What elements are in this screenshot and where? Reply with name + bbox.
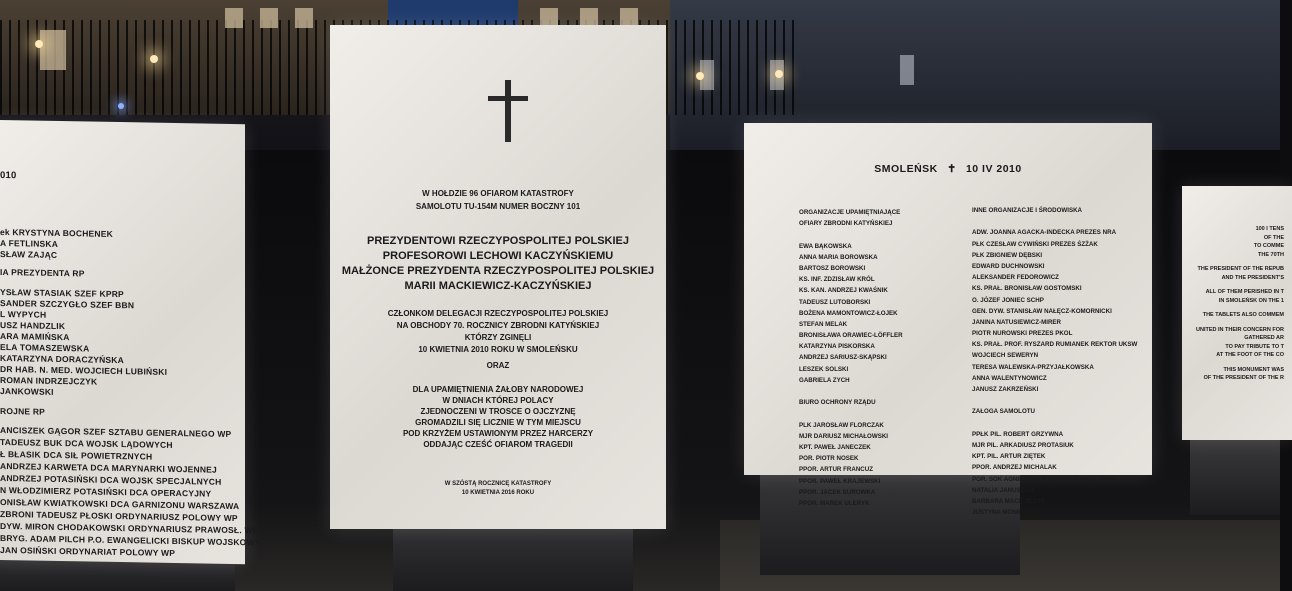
name-line: KS. INF. ZDZISŁAW KRÓL xyxy=(799,276,875,284)
header-place: SMOLEŃSK xyxy=(874,163,938,175)
name-line: PPOR. PAWEŁ KRAJEWSKI xyxy=(799,477,881,485)
name-line: ADW. JOANNA AGACKA-INDECKA PREZES NRA xyxy=(972,229,1117,237)
name-line: ANDRZEJ SARIUSZ-SKĄPSKI xyxy=(799,354,887,362)
window xyxy=(295,8,313,28)
name-line: PPOR. JACEK SUROWKA xyxy=(799,488,876,496)
dedication-line: MAŁŻONCE PREZYDENTA RZECZYPOSPOLITEJ POLSKIEJ xyxy=(341,265,655,277)
name-line: EWA BĄKOWSKA xyxy=(799,242,852,250)
plaque-left-line: TADEUSZ BUK DCA WOJSK LĄDOWYCH xyxy=(0,436,173,450)
name-line: ORGANIZACJE UPAMIĘTNIAJĄCE xyxy=(799,209,901,216)
name-line: KS. PRAŁ. PROF. RYSZARD RUMIANEK REKTOR UKSW xyxy=(972,341,1138,349)
english-line: THE TABLETS ALSO COMMEM xyxy=(1202,312,1284,318)
name-line: PPOR. ARTUR FRANCUZ xyxy=(799,466,874,474)
plaque-left-line: JANKOWSKI xyxy=(0,385,54,397)
name-line: ZAŁOGA SAMOLOTU xyxy=(972,408,1036,416)
name-line: STEFAN MELAK xyxy=(799,320,848,328)
plaque-left-line: SANDER SZCZYGŁO SZEF BBN xyxy=(0,297,135,311)
plinth xyxy=(1190,435,1280,515)
cross-icon: ✝ xyxy=(947,163,957,175)
plaque-right xyxy=(744,123,1152,517)
name-line: PŁK CZESŁAW CYWIŃSKI PREZES ŚZŻAK xyxy=(972,240,1098,248)
mourning-line: DLA UPAMIĘTNIENIA ŻAŁOBY NARODOWEJ xyxy=(412,385,584,394)
delegation-line: ORAZ xyxy=(486,361,510,370)
plaque-left-line: BRYG. ADAM PILCH P.O. EWANGELICKI BISKUP WOJSKOWY xyxy=(0,532,261,548)
mourning-line: POD KRZYŻEM USTAWIONYM PRZEZ HARCERZY xyxy=(402,429,594,438)
english-line: ALL OF THEM PERISHED IN T xyxy=(1205,289,1284,295)
name-line: O. JÓZEF JONIEC SCHP xyxy=(972,296,1044,304)
name-line: KS. PRAŁ. BRONISŁAW GOSTOMSKI xyxy=(972,285,1082,293)
plaque-left-line: ELA TOMASZEWSKA xyxy=(0,341,90,354)
name-line: MJR PIL. ARKADIUSZ PROTASIUK xyxy=(972,441,1074,449)
dedication-line: PREZYDENTOWI RZECZYPOSPOLITEJ POLSKIEJ xyxy=(366,235,629,247)
name-line: PLK JAROSŁAW FLORCZAK xyxy=(799,421,884,429)
plaque-left-line: IA PREZYDENTA RP xyxy=(0,266,85,279)
name-line: KPT. PIL. ARTUR ZIĘTEK xyxy=(972,453,1046,461)
car-light xyxy=(118,103,124,109)
name-line xyxy=(972,395,1137,406)
name-line: INNE ORGANIZACJE I ŚRODOWISKA xyxy=(972,207,1083,214)
name-line: GEN. DYW. STANISŁAW NAŁĘCZ-KOMORNICKI xyxy=(972,307,1112,315)
plaque-right-header xyxy=(744,163,1152,175)
plaque-left-line: ANCISZEK GĄGOR SZEF SZTABU GENERALNEGO WP xyxy=(0,424,232,439)
plaque-left-line: ZBRONI TADEUSZ PŁOSKI ORDYNARIUSZ POLOWY WP xyxy=(0,508,238,524)
name-line: BARTOSZ BOROWSKI xyxy=(799,264,866,272)
street-lamp xyxy=(150,55,158,63)
plaque-left-line: 010 xyxy=(0,169,17,182)
english-line: THE 70TH xyxy=(1258,251,1284,258)
name-line: GABRIELA ZYCH xyxy=(799,376,850,384)
mourning-line: ODDAJĄC CZEŚĆ OFIAROM TRAGEDII xyxy=(423,440,573,449)
name-line: ALEKSANDER FEDOROWICZ xyxy=(972,274,1059,282)
name-line: EDWARD DUCHNOWSKI xyxy=(972,262,1045,270)
name-line: PPOR. ANDRZEJ MICHALAK xyxy=(972,464,1057,472)
name-line: WOJCIECH SEWERYN xyxy=(972,352,1039,360)
name-line: ANNA WALENTYNOWICZ xyxy=(972,374,1047,382)
delegation-line: KTÓRZY ZGINĘLI xyxy=(464,333,532,342)
name-line: POR. PIOTR NOSEK xyxy=(799,455,859,463)
header-date: 10 IV 2010 xyxy=(965,163,1022,175)
english-line: OF THE PRESIDENT OF THE R xyxy=(1203,375,1284,381)
plaque-left-line: A FETLINSKA xyxy=(0,237,59,249)
english-line: 100 I TENS xyxy=(1255,226,1284,232)
plaque-left-line: USZ HANDZLIK xyxy=(0,319,66,332)
name-line: BRONISŁAWA ORAWIEC-LÖFFLER xyxy=(799,332,903,340)
footer-line: W SZÓSTĄ ROCZNICĘ KATASTROFY xyxy=(444,481,552,487)
window xyxy=(900,55,914,85)
plaque-left-line: N WŁODZIMIERZ POTASIŃSKI DCA OPERACYJNY xyxy=(0,484,212,499)
plaque-left-line: SŁAW ZAJĄC xyxy=(0,248,58,260)
plaque-left-line: KATARZYNA DORACZYŃSKA xyxy=(0,352,124,366)
english-line: THIS MONUMENT WAS xyxy=(1223,366,1284,373)
plaque-left-line: YSŁAW STASIAK SZEF KPRP xyxy=(0,286,124,300)
plaque-left-line: ANDRZEJ POTASIŃSKI DCA WOJSK SPECJALNYCH xyxy=(0,472,222,487)
plaque-left-line: ROMAN INDRZEJCZYK xyxy=(0,374,98,387)
english-line: IN SMOLEŃSK ON THE 1 xyxy=(1218,297,1284,304)
plaque-far-right xyxy=(1182,186,1292,440)
street-lamp xyxy=(775,70,783,78)
name-line: ANNA MARIA BOROWSKA xyxy=(799,253,878,261)
names-column-2 xyxy=(972,205,1137,518)
mourning-line: GROMADZILI SIĘ LICZNIE W TYM MIEJSCU xyxy=(415,418,581,427)
plaque-left-line: DR HAB. N. MED. WOJCIECH LUBIŃSKI xyxy=(0,363,168,377)
name-line: LESZEK SOLSKI xyxy=(799,365,849,373)
plaque-left-line: L WYPYCH xyxy=(0,308,47,320)
name-line: NATALIA JANUSZKO xyxy=(972,486,1034,494)
window xyxy=(260,8,278,28)
name-line: MJR DARIUSZ MICHAŁOWSKI xyxy=(799,432,889,440)
plaque-left-line: ek KRYSTYNA BOCHENEK xyxy=(0,226,113,239)
name-line: JANUSZ ZAKRZEŃSKI xyxy=(972,386,1039,393)
footer-line: 10 KWIETNIA 2016 ROKU xyxy=(461,490,535,496)
name-line xyxy=(972,216,1137,227)
plaque-left-line: ARA MAMIŃSKA xyxy=(0,330,70,343)
name-line: KATARZYNA PISKORSKA xyxy=(799,343,875,351)
english-line: OF THE xyxy=(1263,234,1284,241)
name-line: BOŻENA MAMONTOWICZ-ŁOJEK xyxy=(799,309,898,317)
mourning-line: W DNIACH KTÓREJ POLACY xyxy=(442,396,554,405)
english-line: THE PRESIDENT OF THE REPUB xyxy=(1197,266,1284,272)
plaque-center xyxy=(330,25,666,529)
name-line: KPT. PAWEŁ JANECZEK xyxy=(799,443,871,451)
plaque-left-line: DYW. MIRON CHODAKOWSKI ORDYNARIUSZ PRAWOSŁ. WP xyxy=(0,520,259,536)
name-line xyxy=(799,229,903,240)
plaque-left-line: ROJNE RP xyxy=(0,405,46,417)
name-line: PPŁK PIL. ROBERT GRZYWNA xyxy=(972,430,1064,438)
plaque-left-line: JAN OSIŃSKI ORDYNARIAT POLOWY WP xyxy=(0,544,176,559)
english-line: GATHERED AR xyxy=(1244,335,1284,341)
name-line xyxy=(799,408,903,419)
english-line: AT THE FOOT OF THE CO xyxy=(1216,352,1284,358)
dedication-line: PROFESOROWI LECHOWI KACZYŃSKIEMU xyxy=(382,250,614,262)
name-line xyxy=(799,386,903,397)
intro-line: SAMOLOTU TU-154M NUMER BOCZNY 101 xyxy=(415,202,581,211)
name-line: TADEUSZ LUTOBORSKI xyxy=(799,298,871,306)
name-line: PŁK ZBIGNIEW DĘBSKI xyxy=(972,251,1043,259)
name-line: BARBARA MACIEJCZYK xyxy=(972,497,1045,505)
street-lamp xyxy=(696,72,704,80)
name-line: OFIARY ZBRODNI KATYŃSKIEJ xyxy=(799,220,893,228)
mourning-line: ZJEDNOCZENI W TROSCE O OJCZYZNĘ xyxy=(420,407,576,416)
english-line: AND THE PRESIDENT'S xyxy=(1221,274,1284,281)
name-line: PPOR. MAREK ULERYK xyxy=(799,499,870,507)
name-line: POR. SOK AGNIESZKA POGRÓDKA-WĘCŁAWEK xyxy=(972,475,1117,483)
names-column-1 xyxy=(799,207,903,509)
name-line: PIOTR NUROWSKI PREZES PKOL xyxy=(972,330,1073,338)
english-line: TO PAY TRIBUTE TO T xyxy=(1225,343,1284,350)
dedication-line: MARII MACKIEWICZ-KACZYŃSKIEJ xyxy=(404,280,592,292)
delegation-line: 10 KWIETNIA 2010 ROKU W SMOLEŃSKU xyxy=(418,345,578,354)
plaque-left-line: Ł BŁASIK DCA SIŁ POWIETRZNYCH xyxy=(0,448,153,462)
name-line: KS. KAN. ANDRZEJ KWAŚNIK xyxy=(799,287,888,295)
plaque-left-line: ANDRZEJ KARWETA DCA MARYNARKI WOJENNEJ xyxy=(0,460,217,475)
name-line: JANINA NATUSIEWICZ-MIRER xyxy=(972,318,1062,326)
name-line: BIURO OCHRONY RZĄDU xyxy=(799,399,876,407)
name-line xyxy=(972,418,1137,429)
english-line: UNITED IN THEIR CONCERN FOR xyxy=(1196,326,1284,333)
plaque-left-line: ONISŁAW KWIATKOWSKI DCA GARNIZONU WARSZAWA xyxy=(0,496,240,512)
english-line: TO COMME xyxy=(1253,243,1284,249)
delegation-line: CZŁONKOM DELEGACJI RZECZYPOSPOLITEJ POLSKIEJ xyxy=(387,309,609,318)
delegation-line: NA OBCHODY 70. ROCZNICY ZBRODNI KATYŃSKIEJ xyxy=(396,321,600,330)
street-lamp xyxy=(35,40,43,48)
name-line: JUSTYNA MONIUSZKO xyxy=(972,509,1041,517)
window xyxy=(225,8,243,28)
plaque-left xyxy=(0,120,261,564)
name-line: TERESA WALEWSKA-PRZYJAŁKOWSKA xyxy=(972,363,1094,371)
intro-line: W HOŁDZIE 96 OFIAROM KATASTROFY xyxy=(422,189,574,198)
cross-icon xyxy=(488,80,528,142)
window xyxy=(40,30,66,70)
